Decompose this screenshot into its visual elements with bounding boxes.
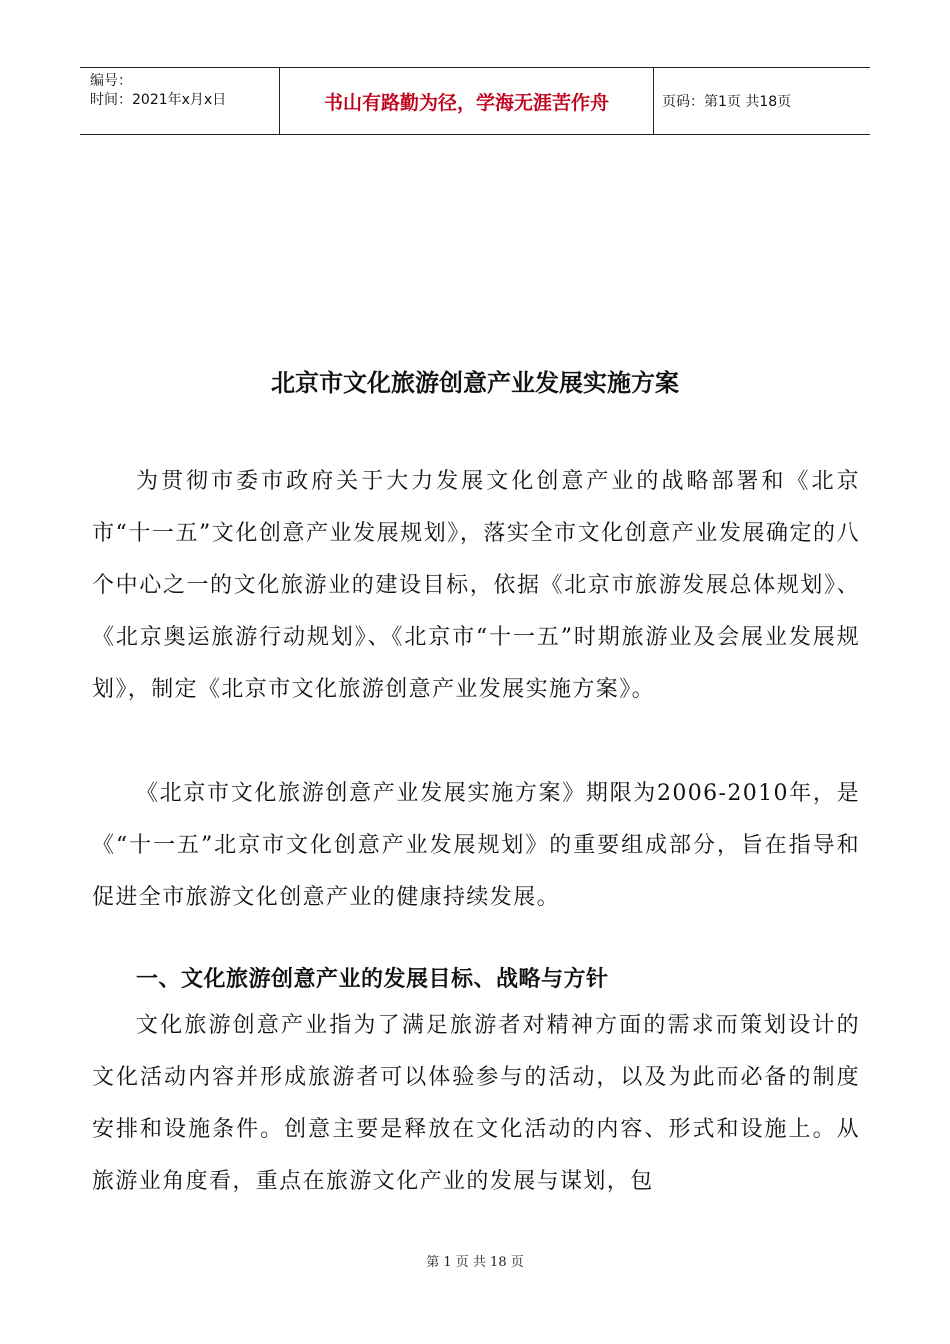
paragraph-intro: 为贯彻市委市政府关于大力发展文化创意产业的战略部署和《北京市“十一五”文化创意产业发展规划》，落实全市文化创意产业发展确定的八个中心之一的文化旅游业的建设目标，依据《北京市旅游发展总体规划》、《北京奥运旅游行动规划》、《北京市“十一五”时期旅游业及会展业发展规划》，制定《北京市文化旅游创意产业发展实施方案》。 (92, 469, 860, 702)
paragraph-scope: 《北京市文化旅游创意产业发展实施方案》期限为2006-2010年，是《“十一五”北京市文化创意产业发展规划》的重要组成部分，旨在指导和促进全市旅游文化创意产业的健康持续发展。 (92, 781, 860, 910)
section-heading: 一、文化旅游创意产业的发展目标、战略与方针 (136, 967, 609, 992)
page-info-text: 页码：第1页 共18页 (662, 94, 792, 110)
motto-text: 书山有路勤为径，学海无涯苦作舟 (323, 91, 609, 114)
motto-cell (280, 68, 654, 134)
header-meta-cell (80, 68, 280, 134)
time-label: 时间：2021年x月x日 (90, 92, 227, 108)
header-table (80, 67, 870, 135)
page-footer: 第 1 页 共 18 页 (426, 1255, 524, 1270)
document-title: 北京市文化旅游创意产业发展实施方案 (271, 369, 679, 397)
paragraph-section-body: 文化旅游创意产业指为了满足旅游者对精神方面的需求而策划设计的文化活动内容并形成旅游者可以体验参与的活动，以及为此而必备的制度安排和设施条件。创意主要是释放在文化活动的内容、形式和设施上。从旅游业角度看，重点在旅游文化产业的发展与谋划，包 (92, 1013, 860, 1194)
page-info-cell (654, 68, 870, 134)
number-label: 编号： (90, 73, 132, 89)
